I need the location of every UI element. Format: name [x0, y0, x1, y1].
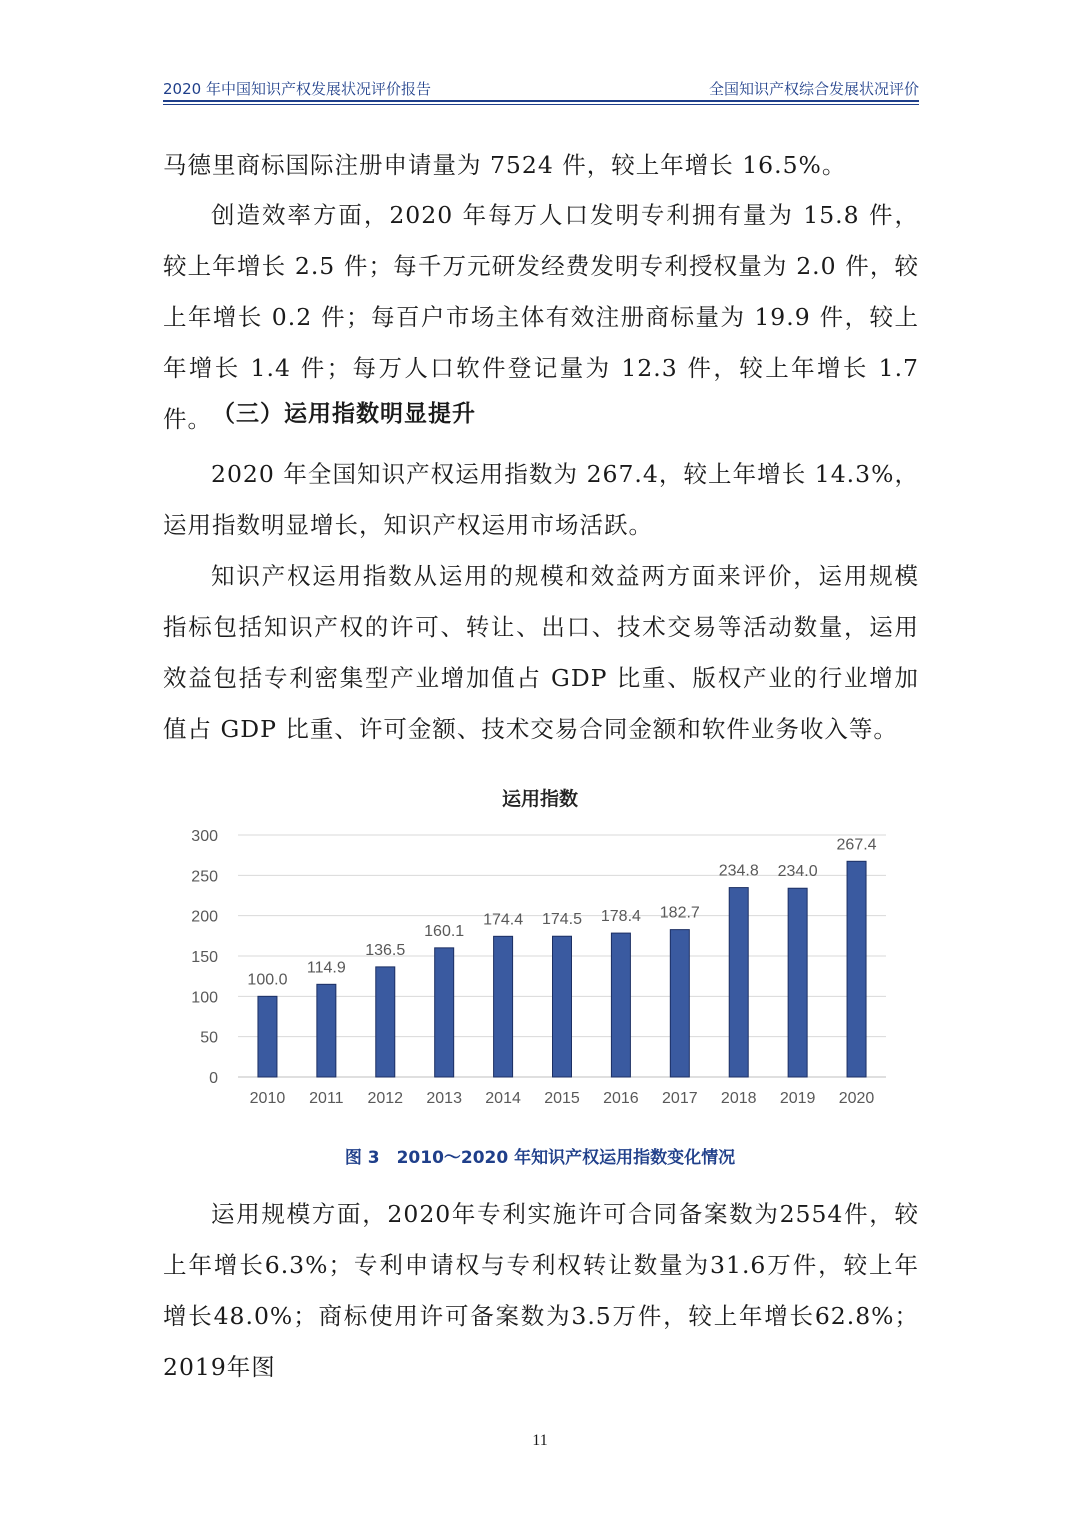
paragraph-5: 运用规模方面，2020年专利实施许可合同备案数为2554件，较上年增长6.3%；专利申请权与专利权转让数量为31.6万件，较上年增长48.0%；商标使用许可备案数为3.5万件，较上年增长62.8%；2019年图 — [163, 1200, 919, 1381]
figure-caption: 图 3 2010～2020 年知识产权运用指数变化情况 — [344, 1148, 736, 1168]
page-number: 11 — [532, 1432, 548, 1449]
x-tick-label-2016: 2016 — [603, 1090, 639, 1107]
x-tick-label-2020: 2020 — [838, 1090, 875, 1107]
y-tick-label: 100 — [191, 989, 218, 1007]
paragraph-2: 创造效率方面，2020 年每万人口发明专利拥有量为 15.8 件，较上年增长 2.5 件；每千万元研发经费发明专利授权量为 2.0 件，较上年增长 0.2 件；每百户市场主体有效注册商标量为 19.9 件，较上年增长 1.4 件；每万人口软件登记量为 12.3 件，较上年增长 1.7 件。 — [163, 201, 919, 433]
usage-index-bar-chart — [170, 770, 910, 1120]
bar-2015 — [553, 936, 572, 1077]
x-tick-label-2019: 2019 — [779, 1090, 816, 1107]
bar-2011 — [317, 984, 336, 1077]
header-section-title: 全国知识产权综合发展状况评价 — [708, 80, 919, 98]
value-label-2013: 160.1 — [424, 922, 465, 940]
section-heading: （三）运用指数明显提升 — [212, 401, 476, 427]
chart-title: 运用指数 — [501, 789, 579, 810]
paragraph-1: 马德里商标国际注册申请量为 7524 件，较上年增长 16.5%。 — [163, 151, 847, 179]
value-label-2018: 234.8 — [718, 862, 759, 880]
value-label-2016: 178.4 — [600, 908, 641, 926]
x-tick-label-2013: 2013 — [426, 1090, 462, 1107]
bar-2017 — [670, 930, 689, 1077]
running-header — [163, 76, 919, 104]
y-tick-label: 200 — [191, 908, 218, 926]
y-tick-label: 300 — [191, 828, 218, 845]
value-label-2014: 174.4 — [483, 911, 524, 929]
y-tick-label: 250 — [191, 868, 218, 886]
value-label-2015: 174.5 — [541, 911, 583, 929]
x-tick-label-2017: 2017 — [662, 1090, 698, 1107]
bar-2019 — [788, 888, 807, 1077]
value-label-2017: 182.7 — [659, 904, 700, 922]
bar-2020 — [847, 861, 866, 1077]
chart-x-ticks — [250, 1090, 875, 1107]
header-report-title: 2020 年中国知识产权发展状况评价报告 — [163, 80, 431, 98]
value-label-2020: 267.4 — [836, 836, 877, 854]
value-label-2019: 234.0 — [777, 863, 818, 881]
paragraph-3: 2020 年全国知识产权运用指数为 267.4，较上年增长 14.3%，运用指数明显增长，知识产权运用市场活跃。 — [163, 460, 919, 539]
chart-y-ticks — [191, 828, 218, 1087]
paragraph-4: 知识产权运用指数从运用的规模和效益两方面来评价，运用规模指标包括知识产权的许可、转让、出口、技术交易等活动数量，运用效益包括专利密集型产业增加值占 GDP 比重、版权产业的行业增加值占 GDP 比重、许可金额、技术交易合同金额和软件业务收入等。 — [163, 562, 919, 743]
bar-2013 — [435, 948, 454, 1077]
bar-2016 — [611, 933, 630, 1077]
x-tick-label-2010: 2010 — [249, 1090, 286, 1107]
x-tick-label-2018: 2018 — [720, 1090, 757, 1107]
x-tick-label-2015: 2015 — [544, 1090, 580, 1107]
chart-bars — [258, 861, 866, 1077]
bar-2014 — [494, 936, 513, 1077]
value-label-2010: 100.0 — [247, 971, 288, 989]
bar-2010 — [258, 996, 277, 1077]
x-tick-label-2011: 2011 — [309, 1090, 344, 1107]
y-tick-label: 150 — [191, 949, 218, 966]
x-tick-label-2012: 2012 — [367, 1090, 404, 1107]
value-label-2012: 136.5 — [365, 941, 406, 959]
y-tick-label: 0 — [209, 1070, 218, 1087]
value-label-2011: 114.9 — [306, 959, 346, 977]
bar-2012 — [376, 967, 395, 1077]
header-rule — [163, 100, 919, 105]
bar-2018 — [729, 888, 748, 1077]
x-tick-label-2014: 2014 — [485, 1090, 521, 1107]
y-tick-label: 50 — [200, 1029, 218, 1047]
